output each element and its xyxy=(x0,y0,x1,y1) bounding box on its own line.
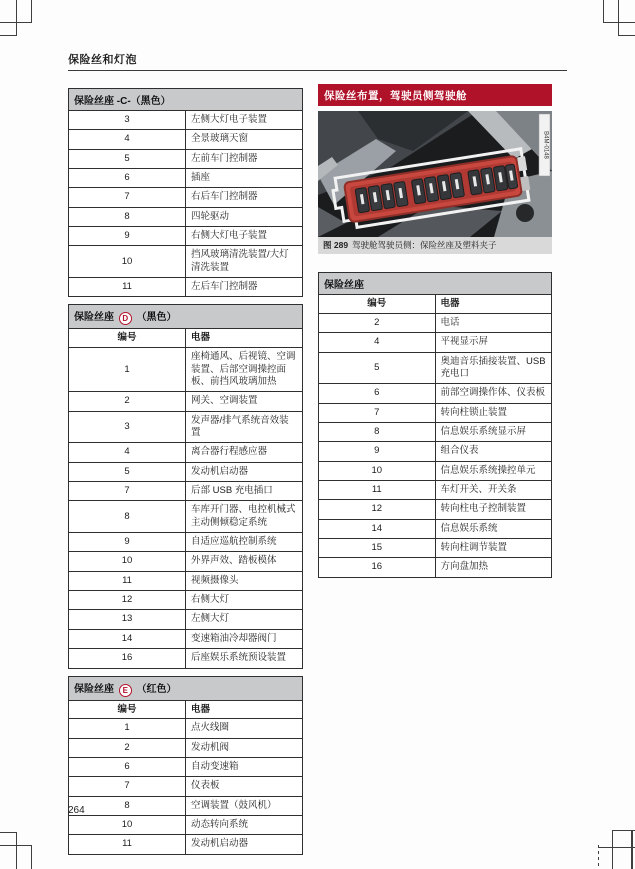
table-title xyxy=(69,676,303,700)
fuse-number-cell: 16 xyxy=(319,558,436,577)
table-row xyxy=(69,411,303,443)
crop-mark xyxy=(0,832,17,833)
right-column xyxy=(318,84,552,862)
crop-mark xyxy=(612,830,613,869)
device-cell: 发动机启动器 xyxy=(186,462,303,481)
table-row xyxy=(69,227,303,246)
fuse-number-cell: 6 xyxy=(69,169,186,188)
fuse-table-c xyxy=(68,88,303,297)
table-row xyxy=(69,130,303,149)
device-cell: 车灯开关、开关条 xyxy=(435,481,552,500)
table-title-prefix: 保险丝座 xyxy=(74,683,114,695)
fuse-number-cell: 16 xyxy=(69,649,186,668)
column-header-row xyxy=(69,700,303,719)
fuse-number-cell: 14 xyxy=(69,629,186,648)
table-row xyxy=(69,188,303,207)
device-cell: 转向柱调节装置 xyxy=(435,539,552,558)
device-cell: 网关、空调装置 xyxy=(186,392,303,411)
fuse-number-cell: 11 xyxy=(69,278,186,297)
table-title-row xyxy=(319,273,552,295)
photo-code-strip xyxy=(539,114,550,176)
device-cell: 视频摄像头 xyxy=(186,571,303,590)
fuse-table-e xyxy=(68,676,303,855)
figure-caption-label: 图 289 xyxy=(323,240,349,250)
crop-mark xyxy=(0,35,17,36)
fuse-number-cell: 5 xyxy=(69,149,186,168)
section-heading: 保险丝布置，驾驶员侧驾驶舱 xyxy=(318,84,552,106)
table-row xyxy=(319,352,552,384)
device-cell: 自动变速箱 xyxy=(186,758,303,777)
table-row xyxy=(69,610,303,629)
column-header-device: 电器 xyxy=(435,295,552,314)
fuse-number-cell: 11 xyxy=(319,481,436,500)
table-body xyxy=(69,719,303,854)
table-row xyxy=(69,796,303,815)
table-title-suffix: （黑色） xyxy=(136,312,177,324)
device-cell: 信息娱乐系统 xyxy=(435,519,552,538)
device-cell: 组合仪表 xyxy=(435,442,552,461)
fuse-number-cell: 7 xyxy=(69,188,186,207)
device-cell: 信息娱乐系统显示屏 xyxy=(435,422,552,441)
fuse-number-cell: 4 xyxy=(69,130,186,149)
figure-caption xyxy=(318,237,552,254)
table-row xyxy=(319,461,552,480)
photo-code-label: B4M-0148 xyxy=(542,131,549,159)
table-row xyxy=(69,591,303,610)
fuse-number-cell: 5 xyxy=(319,352,436,384)
device-cell: 右后车门控制器 xyxy=(186,188,303,207)
table-body xyxy=(69,111,303,297)
fuse-number-cell: 9 xyxy=(69,227,186,246)
fuse-number-cell: 3 xyxy=(69,111,186,130)
crop-mark xyxy=(31,845,32,869)
crop-mark xyxy=(603,22,635,23)
table-row xyxy=(69,246,303,278)
table-row xyxy=(319,500,552,519)
fuse-number-cell: 2 xyxy=(69,392,186,411)
fuse-number-cell: 2 xyxy=(319,313,436,332)
table-title xyxy=(69,305,303,329)
table-title-row xyxy=(69,676,303,700)
table-row xyxy=(319,313,552,332)
fuse-number-cell: 10 xyxy=(69,816,186,835)
fuse-number-cell: 10 xyxy=(69,552,186,571)
table-row xyxy=(319,539,552,558)
fuse-number-cell: 1 xyxy=(69,348,186,392)
crop-mark xyxy=(0,22,32,23)
device-cell: 平视显示屏 xyxy=(435,333,552,352)
device-cell: 发动机启动器 xyxy=(186,835,303,854)
table-row xyxy=(69,816,303,835)
fuse-number-cell: 4 xyxy=(69,443,186,462)
column-header-number: 编号 xyxy=(319,295,436,314)
fuse-number-cell: 8 xyxy=(69,796,186,815)
fuse-number-cell: 11 xyxy=(69,835,186,854)
fuse-table-cockpit xyxy=(318,272,552,578)
device-cell: 转向柱电子控制装置 xyxy=(435,500,552,519)
fuse-number-cell: 15 xyxy=(319,539,436,558)
fuse-table-d xyxy=(68,304,303,668)
crop-mark xyxy=(598,847,635,848)
column-header-row xyxy=(69,329,303,348)
table-row xyxy=(69,552,303,571)
fuse-number-cell: 2 xyxy=(69,738,186,757)
table-row xyxy=(319,384,552,403)
device-cell: 右侧大灯电子装置 xyxy=(186,227,303,246)
device-cell: 座椅通风、后视镜、空调装置、后部空调操控面板、前挡风玻璃加热 xyxy=(186,348,303,392)
fusebox-photo xyxy=(318,111,552,237)
table-row xyxy=(69,758,303,777)
device-cell: 仪表板 xyxy=(186,777,303,796)
table-row xyxy=(69,571,303,590)
fuse-number-cell: 13 xyxy=(69,610,186,629)
table-row xyxy=(319,481,552,500)
device-cell: 离合器行程感应器 xyxy=(186,443,303,462)
left-column xyxy=(68,84,303,862)
fuse-number-cell: 7 xyxy=(69,777,186,796)
device-cell: 四轮驱动 xyxy=(186,207,303,226)
content-columns xyxy=(68,84,567,862)
table-title-row xyxy=(69,305,303,329)
column-header-device: 电器 xyxy=(186,700,303,719)
device-cell: 左侧大灯 xyxy=(186,610,303,629)
page-title: 保险丝和灯泡 xyxy=(68,54,137,66)
table-title-row xyxy=(69,89,303,111)
figure-caption-text: 驾驶舱驾驶员侧：保险丝座及塑料夹子 xyxy=(352,240,497,250)
device-cell: 空调装置（鼓风机） xyxy=(186,796,303,815)
device-cell: 前部空调操作体、仪表板 xyxy=(435,384,552,403)
crop-mark xyxy=(603,0,604,23)
crop-mark xyxy=(16,832,17,869)
crop-mark xyxy=(618,35,635,36)
device-cell: 自适应巡航控制系统 xyxy=(186,533,303,552)
device-cell: 发动机阀 xyxy=(186,738,303,757)
table-row xyxy=(69,719,303,738)
column-header-number: 编号 xyxy=(69,329,186,348)
column-header-row xyxy=(319,295,552,314)
table-row xyxy=(69,443,303,462)
table-body xyxy=(319,313,552,577)
fuse-number-cell: 9 xyxy=(69,533,186,552)
table-row xyxy=(69,348,303,392)
table-row xyxy=(69,777,303,796)
fuse-panel-d-badge: D xyxy=(119,312,132,325)
header-rule xyxy=(68,70,567,71)
device-cell: 信息娱乐系统操控单元 xyxy=(435,461,552,480)
fuse-number-cell: 10 xyxy=(69,246,186,278)
crop-mark xyxy=(631,830,633,869)
device-cell: 电话 xyxy=(435,313,552,332)
fuse-number-cell: 3 xyxy=(69,411,186,443)
table-row xyxy=(319,558,552,577)
device-cell: 左侧大灯电子装置 xyxy=(186,111,303,130)
crop-mark-dashed xyxy=(598,845,599,869)
fuse-number-cell: 8 xyxy=(69,501,186,533)
crop-mark xyxy=(31,0,32,23)
column-header-number: 编号 xyxy=(69,700,186,719)
device-cell: 左前车门控制器 xyxy=(186,149,303,168)
fuse-number-cell: 12 xyxy=(319,500,436,519)
fuse-panel-e-badge: E xyxy=(119,684,132,697)
fuse-number-cell: 11 xyxy=(69,571,186,590)
fuse-number-cell: 7 xyxy=(319,403,436,422)
table-title: 保险丝座 -C-（黑色） xyxy=(69,89,303,111)
fuse-number-cell: 6 xyxy=(319,384,436,403)
device-cell: 点火线圈 xyxy=(186,719,303,738)
fuse-number-cell: 1 xyxy=(69,719,186,738)
table-row xyxy=(69,392,303,411)
fuse-number-cell: 8 xyxy=(319,422,436,441)
device-cell: 方向盘加热 xyxy=(435,558,552,577)
table-row xyxy=(69,462,303,481)
device-cell: 发声器/排气系统音效装置 xyxy=(186,411,303,443)
table-row xyxy=(319,333,552,352)
table-row xyxy=(69,482,303,501)
fuse-number-cell: 10 xyxy=(319,461,436,480)
device-cell: 变速箱油冷却器阀门 xyxy=(186,629,303,648)
table-row xyxy=(69,501,303,533)
device-cell: 后座娱乐系统预设装置 xyxy=(186,649,303,668)
fuse-number-cell: 14 xyxy=(319,519,436,538)
fuse-number-cell: 8 xyxy=(69,207,186,226)
crop-mark xyxy=(618,0,619,36)
fuse-number-cell: 4 xyxy=(319,333,436,352)
table-row xyxy=(319,403,552,422)
device-cell: 转向柱锁止装置 xyxy=(435,403,552,422)
device-cell: 全景玻璃天窗 xyxy=(186,130,303,149)
crop-mark xyxy=(16,0,17,36)
device-cell: 挡风玻璃清洗装置/大灯清洗装置 xyxy=(186,246,303,278)
device-cell: 右侧大灯 xyxy=(186,591,303,610)
figure-289 xyxy=(318,111,552,254)
device-cell: 车库开门器、电控机械式主动侧倾稳定系统 xyxy=(186,501,303,533)
device-cell: 插座 xyxy=(186,169,303,188)
table-row xyxy=(319,422,552,441)
device-cell: 动态转向系统 xyxy=(186,816,303,835)
fuse-number-cell: 7 xyxy=(69,482,186,501)
device-cell: 外界声效、踏板模体 xyxy=(186,552,303,571)
table-row xyxy=(69,738,303,757)
device-cell: 后部 USB 充电插口 xyxy=(186,482,303,501)
table-row xyxy=(319,442,552,461)
table-title: 保险丝座 xyxy=(319,273,552,295)
table-row xyxy=(319,519,552,538)
fuse-number-cell: 9 xyxy=(319,442,436,461)
crop-mark xyxy=(0,845,32,846)
fuse-number-cell: 12 xyxy=(69,591,186,610)
page-number: 264 xyxy=(68,805,85,816)
device-cell: 左后车门控制器 xyxy=(186,278,303,297)
table-row xyxy=(69,207,303,226)
table-row xyxy=(69,629,303,648)
fuse-number-cell: 5 xyxy=(69,462,186,481)
fuse-number-cell: 6 xyxy=(69,758,186,777)
table-row xyxy=(69,149,303,168)
table-row xyxy=(69,169,303,188)
device-cell: 奥迪音乐插接装置、USB 充电口 xyxy=(435,352,552,384)
table-row xyxy=(69,835,303,854)
table-row xyxy=(69,649,303,668)
table-title-prefix: 保险丝座 xyxy=(74,312,114,324)
table-row xyxy=(69,533,303,552)
table-body xyxy=(69,348,303,668)
column-header-device: 电器 xyxy=(186,329,303,348)
table-title-suffix: （红色） xyxy=(136,683,177,695)
table-row xyxy=(69,111,303,130)
table-row xyxy=(69,278,303,297)
